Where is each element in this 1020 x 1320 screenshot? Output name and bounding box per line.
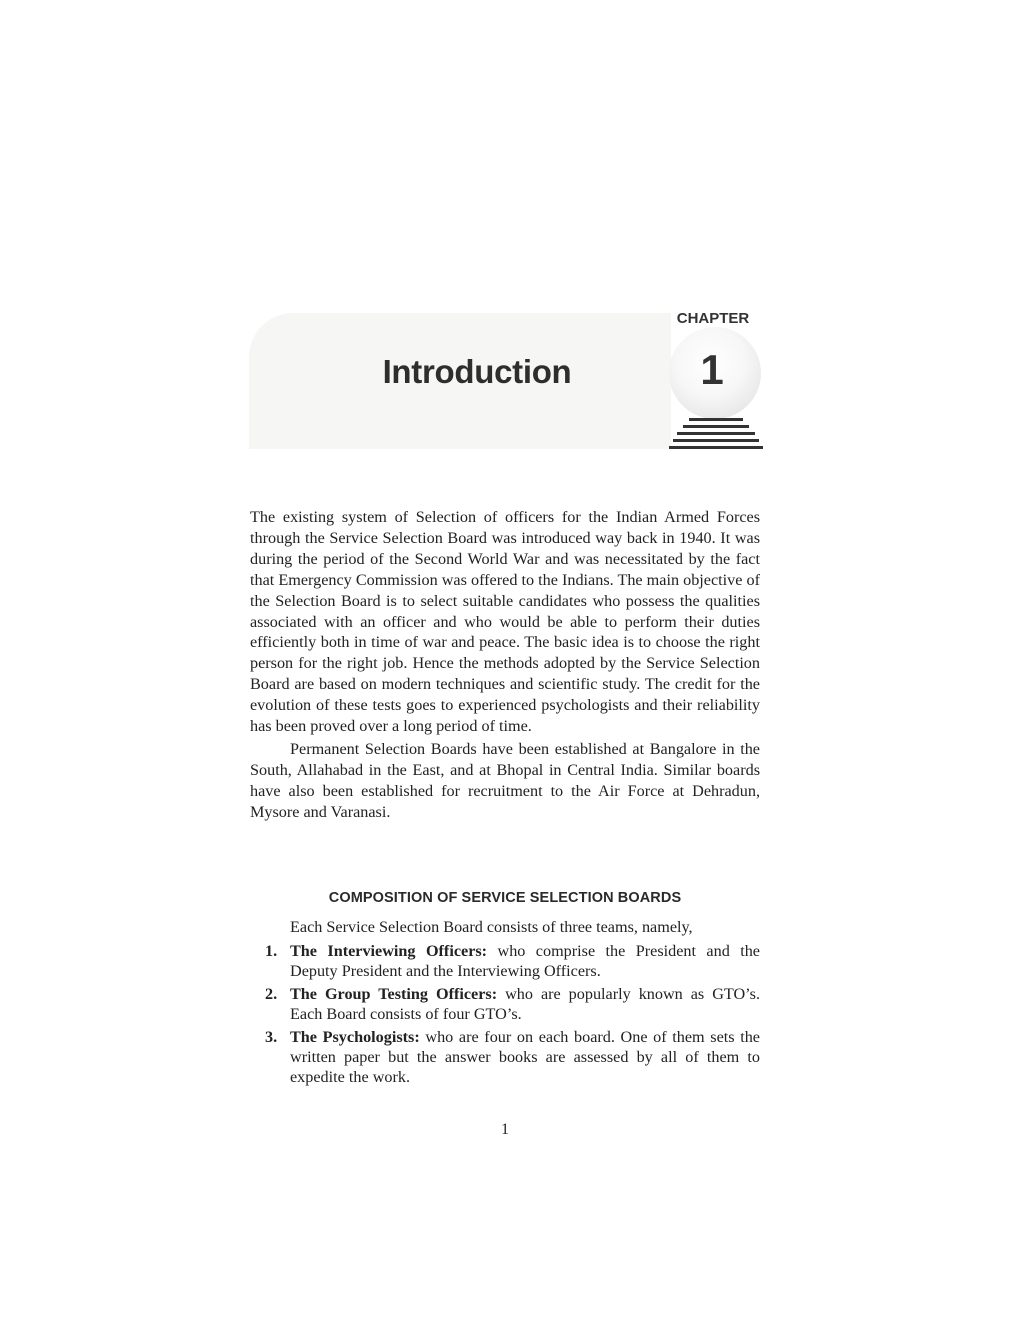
list-item xyxy=(250,984,760,1024)
list-item-number: 2. xyxy=(265,985,278,1003)
page-number: 1 xyxy=(501,1121,509,1138)
chapter-body xyxy=(250,507,760,823)
list-item-text: who are four on each board. One of them sets the written paper but the answer books are assessed by all of them to expedite the work. xyxy=(290,1028,760,1086)
list-item-number: 1. xyxy=(265,942,278,960)
paragraph: Permanent Selection Boards have been established at Bangalore in the South, Allahabad in the East, and at Bhopal in Central India. Similar boards have also been established for recruitment to the Air Force at Dehradun, Mysore and Varanasi. xyxy=(250,739,760,821)
step-line xyxy=(683,425,749,428)
section-heading: COMPOSITION OF SERVICE SELECTION BOARDS xyxy=(328,890,682,906)
step-line xyxy=(677,432,755,435)
list-item xyxy=(250,941,760,981)
chapter-number: 1 xyxy=(700,346,724,393)
step-line xyxy=(689,418,743,421)
list-item-term: The Psychologists: xyxy=(290,1028,420,1046)
list-item-term: The Interviewing Officers: xyxy=(290,942,488,960)
list-item-text: who comprise the President and the Deputy President and the Interviewing Officers. xyxy=(290,942,760,980)
list-item-text: who are popularly known as GTO’s. Each Board consists of four GTO’s. xyxy=(290,985,761,1023)
chapter-label: CHAPTER xyxy=(676,310,750,327)
list-item xyxy=(250,1027,760,1087)
list-item-number: 3. xyxy=(265,1028,278,1046)
step-line xyxy=(669,446,763,449)
section-intro: Each Service Selection Board consists of three teams, namely, xyxy=(290,918,693,936)
chapter-title: Introduction xyxy=(382,353,572,390)
step-line xyxy=(673,439,759,442)
list-item-term: The Group Testing Officers: xyxy=(290,985,498,1003)
paragraph: The existing system of Selection of officers for the Indian Armed Forces through the Service Selection Board was introduced way back in 1940. It was during the period of the Second World War and was necessitated by the fact that Emergency Commission was offered to the Indians. The main objective of the Selection Board is to select suitable candidates who possess the qualities associated with an officer and who would be able to perform their duties efficiently both in time of war and peace. The basic idea is to choose the right person for the right job. Hence the methods adopted by the Service Selection Board are based on modern techniques and scientific study. The credit for the evolution of these tests goes to experienced psychologists and their reliability has been proved over a long period of time. xyxy=(250,508,760,736)
team-list xyxy=(250,941,760,1090)
